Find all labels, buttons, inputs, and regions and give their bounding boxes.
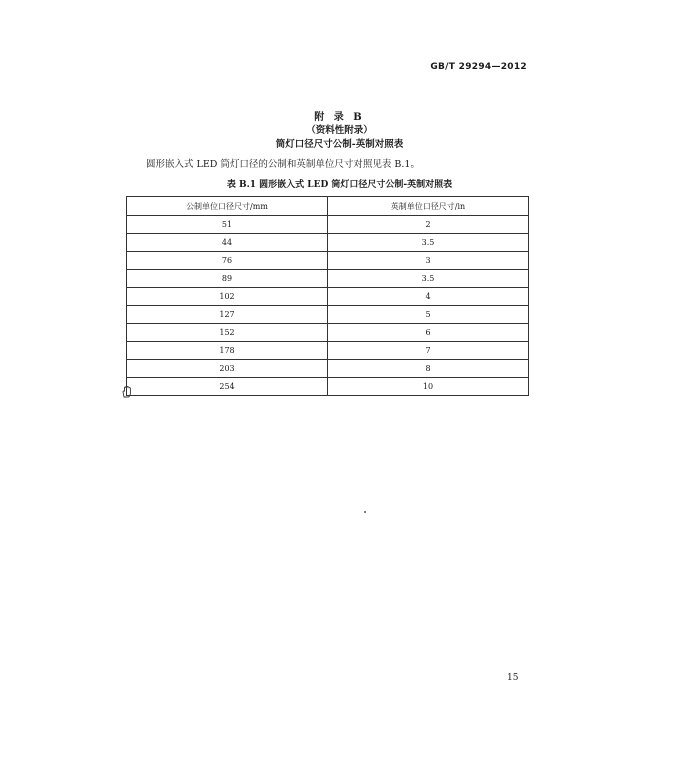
imperial-cell: 3.5 bbox=[328, 234, 529, 252]
appendix-heading: 筒灯口径尺寸公制-英制对照表 bbox=[275, 139, 404, 150]
metric-cell: 44 bbox=[127, 234, 328, 252]
table-header-row bbox=[127, 197, 529, 216]
imperial-cell: 4 bbox=[328, 288, 529, 306]
table-row bbox=[127, 360, 529, 378]
imperial-cell: 8 bbox=[328, 360, 529, 378]
metric-cell: 254 bbox=[127, 378, 328, 396]
metric-cell: 76 bbox=[127, 252, 328, 270]
table-row bbox=[127, 342, 529, 360]
table-row bbox=[127, 216, 529, 234]
header-imperial: 英制单位口径尺寸/in bbox=[328, 197, 529, 216]
intro-paragraph: 圆形嵌入式 LED 筒灯口径的公制和英制单位尺寸对照见表 B.1。 bbox=[146, 159, 420, 170]
metric-cell: 89 bbox=[127, 270, 328, 288]
table-row bbox=[127, 252, 529, 270]
metric-cell: 102 bbox=[127, 288, 328, 306]
table-row bbox=[127, 288, 529, 306]
metric-cell: 127 bbox=[127, 306, 328, 324]
metric-cell: 178 bbox=[127, 342, 328, 360]
imperial-cell: 10 bbox=[328, 378, 529, 396]
imperial-cell: 3.5 bbox=[328, 270, 529, 288]
appendix-type: （资料性附录） bbox=[306, 125, 373, 136]
hand-cursor-icon bbox=[120, 384, 134, 398]
size-conversion-table bbox=[126, 196, 529, 396]
metric-cell: 51 bbox=[127, 216, 328, 234]
header-metric: 公制单位口径尺寸/mm bbox=[127, 197, 328, 216]
imperial-cell: 2 bbox=[328, 216, 529, 234]
imperial-cell: 3 bbox=[328, 252, 529, 270]
imperial-cell: 7 bbox=[328, 342, 529, 360]
imperial-cell: 6 bbox=[328, 324, 529, 342]
stray-dot bbox=[364, 511, 366, 513]
document-code: GB/T 29294—2012 bbox=[430, 62, 527, 72]
page-number: 15 bbox=[507, 673, 519, 683]
metric-cell: 203 bbox=[127, 360, 328, 378]
table-row bbox=[127, 234, 529, 252]
table-caption: 表 B.1 圆形嵌入式 LED 筒灯口径尺寸公制-英制对照表 bbox=[226, 180, 453, 190]
table-row bbox=[127, 270, 529, 288]
table-row bbox=[127, 324, 529, 342]
metric-cell: 152 bbox=[127, 324, 328, 342]
appendix-title: 附 录 B bbox=[314, 112, 365, 123]
table-row bbox=[127, 306, 529, 324]
table-row bbox=[127, 378, 529, 396]
imperial-cell: 5 bbox=[328, 306, 529, 324]
